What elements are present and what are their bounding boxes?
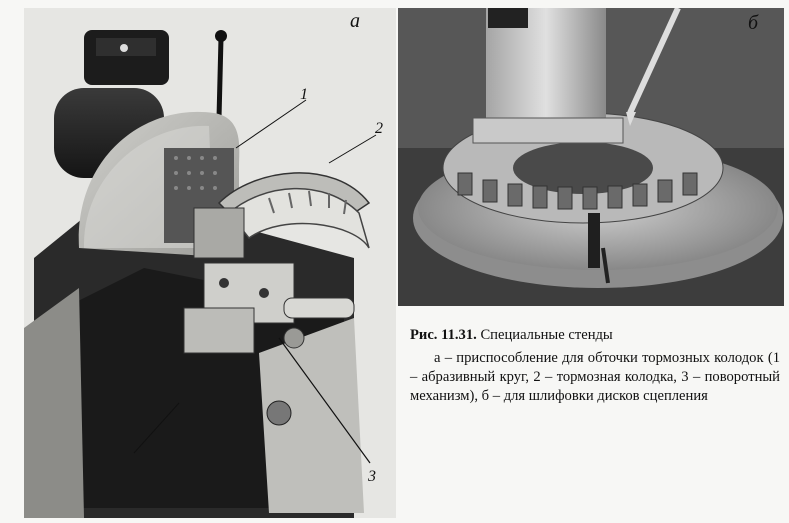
- panel-letter-b: б: [748, 12, 759, 34]
- panel-letter-a: а: [350, 10, 360, 32]
- figure-caption: [410, 326, 780, 406]
- callout-3: 3: [368, 468, 376, 485]
- callout-1: 1: [300, 86, 308, 103]
- clutch-disc-grinder-illustration: [398, 8, 784, 306]
- photo-clutch-disc-grinder: [398, 8, 784, 306]
- callout-2: 2: [375, 120, 383, 137]
- brake-shoe-lathe-illustration: [24, 8, 396, 518]
- figure-label: Рис. 11.31.: [410, 327, 477, 343]
- caption-title-line: [410, 326, 780, 345]
- figure-description: а – приспособление для обточки тормозных колодок (1 – абразивный круг, 2 – тормозная колодка, 3 – поворотный механизм), б – для шлифовки дисков сцепления: [410, 350, 780, 404]
- photo-brake-shoe-lathe: [24, 8, 396, 518]
- figure-title: Специальные стенды: [480, 327, 613, 343]
